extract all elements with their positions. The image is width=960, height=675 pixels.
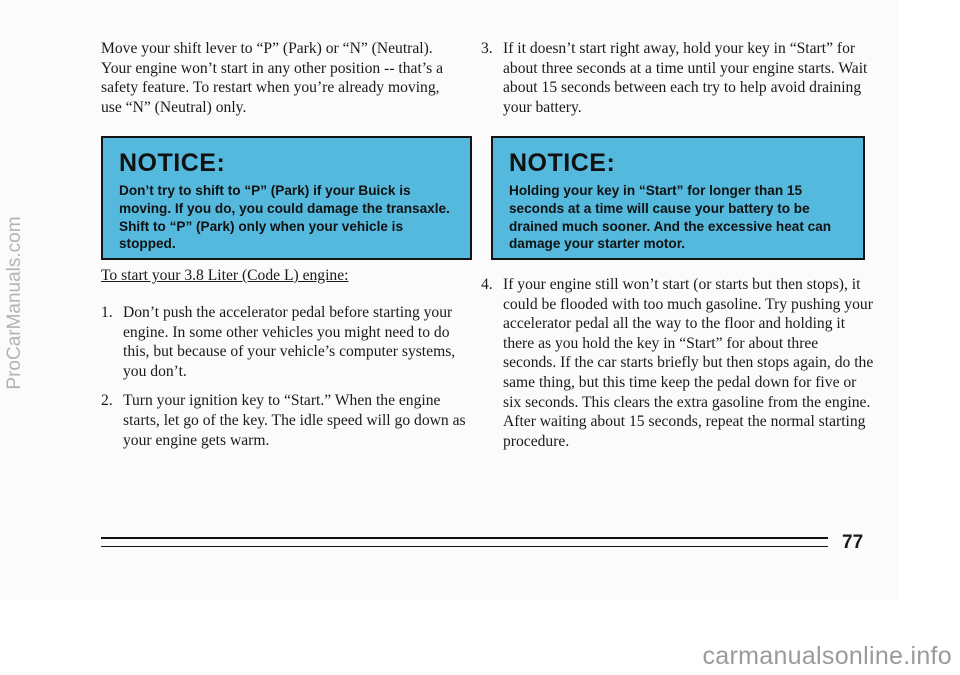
step-item <box>481 39 874 117</box>
footer-rule-thick <box>101 537 828 539</box>
step-item <box>101 303 473 381</box>
step-text: Don’t push the accelerator pedal before starting your engine. In some other vehicles you might need to do this, but because of your vehicle’s computer systems, you don’t. <box>123 304 456 380</box>
notice-heading: NOTICE: <box>119 149 226 177</box>
step-text: Turn your ignition key to “Start.” When the engine starts, let go of the key. The idle speed will go down as your engine gets warm. <box>123 392 466 449</box>
section-subheading: To start your 3.8 Liter (Code L) engine: <box>101 267 349 284</box>
steps-list-right <box>481 275 874 451</box>
step-item <box>481 275 874 451</box>
step-text: If it doesn’t start right away, hold your key in “Start” for about three seconds at a time until your engine starts. Wait about 15 seconds between each try to help avoid draining your battery. <box>503 40 868 116</box>
footer-rule-thin <box>101 546 828 547</box>
step-number: 2. <box>101 392 113 410</box>
notice-heading: NOTICE: <box>509 149 616 177</box>
step-number: 3. <box>481 40 493 57</box>
steps-list-left <box>101 303 473 450</box>
step-number: 1. <box>101 304 113 321</box>
notice-text: Holding your key in “Start” for longer than 15 seconds at a time will cause your battery to be drained much sooner. And the excessive heat can damage your starter motor. <box>509 183 832 252</box>
step-text: If your engine still won’t start (or starts but then stops), it could be flooded with too much gasoline. Try pushing your accelerator pedal all the way to the floor and holding it there as you hold the key in “Start” for about three seconds. If the car starts briefly but then stops again, do the same thing, but this time keep the pedal down for five or six seconds. This clears the extra gasoline from the engine. After waiting about 15 seconds, repeat the normal starting procedure. <box>503 276 874 450</box>
intro-paragraph: Move your shift lever to “P” (Park) or “N” (Neutral). Your engine won’t start in any other position -- that’s a safety feature. To restart when you’re already moving, use “N” (Neutral) only. <box>101 40 444 116</box>
right-column <box>481 39 874 117</box>
page-number: 77 <box>842 532 864 553</box>
notice-box-starter <box>491 136 865 260</box>
left-intro-column <box>101 39 463 117</box>
notice-box-park <box>101 136 472 260</box>
bottom-watermark[interactable]: carmanualsonline.info <box>702 642 952 670</box>
notice-text: Don’t try to shift to “P” (Park) if your Buick is moving. If you do, you could damage the transaxle. Shift to “P” (Park) only when your vehicle is stopped. <box>119 183 450 252</box>
side-watermark: ProCarManuals.com <box>4 216 25 390</box>
step-item <box>101 391 473 450</box>
step-number: 4. <box>481 276 493 293</box>
